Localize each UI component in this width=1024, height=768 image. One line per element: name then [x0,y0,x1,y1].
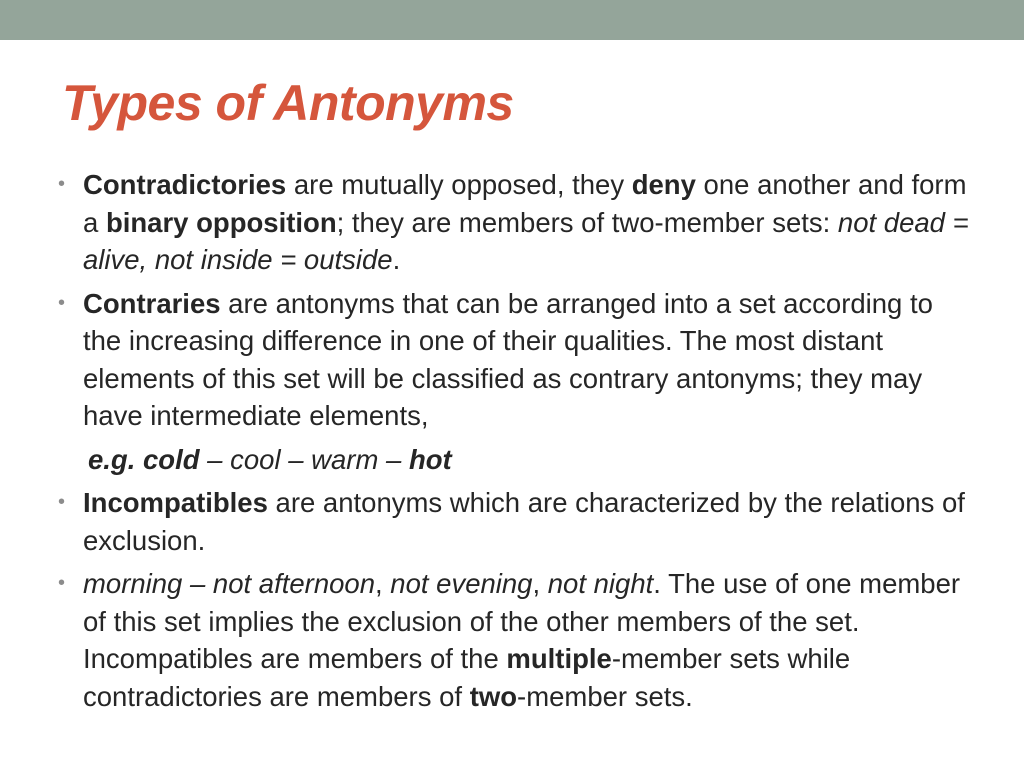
text-segment: ; they are members of two-member sets: [336,206,838,238]
example-eg-cold: e.g. cold [88,443,200,475]
bullet-item-contradictories [58,166,978,279]
italic-examples: not dead = alive, not inside = outside [83,206,969,275]
text-segment: one another and form a [83,169,967,238]
italic-not-night: not night [547,568,654,599]
text-segment: , [532,568,548,599]
slide-title: Types of Antonyms [62,75,514,131]
example-line [58,441,978,479]
italic-morning: morning – not afternoon [83,568,375,599]
italic-not-evening: not evening [390,568,533,599]
term-contraries: Contraries [83,287,221,319]
bold-two: two [469,680,518,712]
text-segment: are antonyms that can be arranged into a set according to the increasing difference in one of their qualities. The most distant elements of this set will be classified as contrary antonyms; they may have intermediate elements, [83,287,933,431]
bullet-item-morning [58,565,978,715]
term-incompatibles: Incompatibles [83,487,268,518]
text-segment: -member sets. [517,680,693,712]
bold-binary-opposition: binary opposition [105,206,337,238]
bullet-icon: • [58,491,66,513]
text-segment: . [392,244,401,275]
term-contradictories: Contradictories [83,169,287,200]
bullet-icon: • [58,291,66,314]
bold-multiple: multiple [506,643,612,674]
text-segment: , [375,568,391,599]
top-band [0,0,1024,40]
slide-content [58,166,978,721]
text-segment: -member sets while contradictories are members of [83,643,851,712]
text-segment: are antonyms which are characterized by the relations of exclusion. [83,487,965,556]
bullet-item-contraries [58,285,978,435]
text-segment: are mutually opposed, they [286,169,632,200]
bullet-icon: • [58,572,66,594]
example-middle: – cool – warm – [199,443,409,475]
bullet-icon: • [58,173,66,195]
bullet-item-incompatibles [58,484,978,559]
example-hot: hot [408,443,452,475]
bold-deny: deny [631,169,696,200]
text-segment: . The use of one member of this set implies the exclusion of the other members of the set. Incompatibles are members of the [83,568,961,674]
